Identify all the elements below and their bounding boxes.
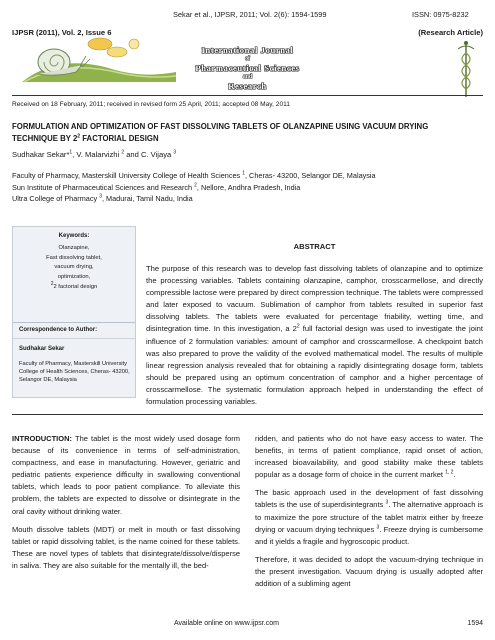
keyword-4: optimization, (57, 274, 91, 281)
journal-name-line-1: International Journal (201, 45, 294, 55)
keywords-box (12, 226, 136, 398)
author-1-affil: 1 (69, 149, 73, 156)
intro-paragraph-2: Mouth dissolve tablets (MDT) or melt in mouth or fast dissolving tablet or rapid dissolving tablet, is the name coined for these tablets. These are novel types of tablets that disintegrate/dissolve/disperse in saliva. They are also suitable for the mentally ill, the bed- (12, 524, 240, 570)
affiliation-1-text: Faculty of Pharmacy, Masterskill University College of Health Sciences (12, 171, 243, 180)
intro-paragraph-5: Therefore, it was decided to adopt the vacuum-drying technique in the present investigation. Vacuum drying is usually adopted after addition of a subliming agent (255, 554, 483, 589)
intro-heading: INTRODUCTION: (12, 434, 72, 443)
abstract-superscript: 2 (296, 323, 300, 330)
affiliation-1-place: , Cheras- 43200, Selangor DE, Malaysia (245, 171, 376, 180)
paper-title (12, 121, 484, 145)
article-type: (Research Article) (418, 28, 483, 37)
paragraph-4-end: . Freeze drying is cumbersome and it yields a fragile and hygroscopic product. (255, 524, 484, 546)
affiliation-2-place: , Nellore, Andhra Pradesh, India (196, 182, 301, 192)
journal-name-line-3: Pharmaceutical Sciences (195, 63, 300, 73)
header-divider (12, 95, 483, 96)
keyword-1: Olanzapine, (58, 245, 90, 251)
keyword-5-sup: 2 (50, 280, 54, 287)
abstract-divider (12, 414, 483, 415)
keyword-5-text: 2 factorial design (53, 283, 98, 290)
paragraph-4-cite-2: 3 (376, 524, 380, 531)
abstract-text-end: full factorial design was used to investigate the joint influence of 2 formulation variables: amount of camphor and crosscarmellose. A checkpoint batch was also prepared to prove the validity of the evolved mathematical model. The results of multiple linear regression analysis revealed that for obtaining a rapidly disintegrating dosage form, tablets should be prepared using an optimum concentration of camphor and a higher percentage of crosscarmellose. The systematic formulation approach helped in understanding the effect of formulation processing variables. (146, 324, 483, 407)
paragraph-3-text: ridden, and patients who do not have easy access to water. The benefits, in terms of patient compliance, rapid onset of action, increased bioavailability, and good stability make these tablets popular as a dosage form of choice in the current market (255, 434, 483, 480)
intro-paragraph-4 (255, 487, 483, 547)
intro-paragraph-3 (255, 433, 483, 481)
abstract-text (146, 263, 483, 408)
paragraph-3-cite: 1, 2 (445, 469, 454, 476)
intro-text: The tablet is the most widely used dosage form because of its convenience in terms of self-administration, compactness, and ease in manufacturing. However, geriatric and pediatric patients experience difficulty in swallowing conventional tablets, which leads to poor patient compliance. To alleviate this problem, the tablets are expected to dissolve or disintegrate in the oral cavity without drinking water. (12, 434, 240, 516)
author-3-affil: 3 (173, 149, 177, 156)
abstract-text-start: The purpose of this research was to develop fast dissolving tablets of olanzapine and to optimize the processing variables. Tablets containing olanzapine, camphor, crosscarmellose, and directly compressible lactose were prepared by direct compression technique. The tablets were compressed and later exposed to vacuum. Sublimation of camphor from tablets resulted in superior fast dissolving tablets. The tablets were evaluated for percentage friability, wetting time, and disintegration time. In this investigation, a 2 (146, 264, 483, 334)
corresponding-author: Sudhakar Sekar (19, 346, 65, 352)
body-right-column (255, 433, 483, 596)
corresponding-address: Faculty of Pharmacy, Masterskill University College of Health Sciences, Cheras- 43200, Selangor DE, Malaysia (19, 361, 130, 383)
affiliation-3-place: , Madurai, Tamil Nadu, India (101, 194, 193, 203)
issn: ISSN: 0975-8232 (412, 10, 469, 19)
journal-name (160, 46, 335, 91)
running-head: Sekar et al., IJPSR, 2011; Vol. 2(6): 1594-1599 (173, 10, 327, 19)
footer-availability: Available online on www.ijpsr.com (174, 620, 279, 627)
keyword-3: vacuum drying, (54, 264, 94, 271)
body-left-column (12, 433, 240, 578)
keyword-5 (13, 280, 135, 293)
title-superscript: 2 (77, 133, 81, 140)
paragraph-4-text: The basic approach used in the development of fast dissolving tablets is the use of superdisintegrants (255, 488, 483, 510)
journal-name-line-4: and (242, 74, 253, 80)
intro-paragraph-1 (12, 433, 240, 518)
abstract-heading: ABSTRACT (293, 242, 336, 251)
affiliation-3-text: Ultra College of Pharmacy (12, 194, 100, 203)
sidebar-divider (13, 322, 135, 323)
journal-name-line-5: Research (228, 81, 267, 91)
paragraph-3-end: . (453, 470, 456, 480)
affiliation-2 (12, 182, 484, 194)
affiliation-2-text: Sun Institute of Pharmaceutical Sciences and Research (12, 182, 195, 192)
journal-name-line-2: of (245, 56, 250, 62)
author-1: Sudhakar Sekar* (12, 150, 70, 159)
affiliation-1-sup: 1 (242, 170, 245, 177)
affiliation-3-sup: 3 (99, 193, 102, 200)
keyword-2: Fast dissolving tablet, (46, 254, 102, 261)
snail-logo-icon (20, 32, 178, 84)
keywords-title: Keywords: (58, 233, 90, 239)
caduceus-icon (455, 39, 477, 99)
author-list (12, 150, 176, 159)
title-line-2-end: FACTORIAL DESIGN (80, 134, 159, 143)
title-line-1: FORMULATION AND OPTIMIZATION OF FAST DISSOLVING TABLETS OF OLANZAPINE USING VACUUM DRYING (12, 122, 429, 131)
received-dates: Received on 18 February, 2011; received in revised form 25 April, 2011; accepted 08 May, 2011 (12, 101, 290, 108)
journal-info: IJPSR (2011), Vol. 2, Issue 6 (12, 28, 112, 37)
page-number: 1594 (467, 620, 483, 627)
author-2-affil: 2 (121, 149, 125, 156)
affiliation-3 (12, 193, 484, 205)
author-2: , V. Malarvizhi (72, 150, 122, 159)
affiliation-2-sup: 2 (194, 182, 197, 189)
author-3: and C. Vijaya (124, 150, 174, 159)
paragraph-4-cite-1: 3 (385, 499, 389, 506)
correspondence-divider (13, 338, 135, 339)
correspondence-title: Correspondence to Author: (19, 327, 98, 333)
paragraph-4-mid: . The alternative approach is to maximize the pore structure of the tablet matrix either by freeze drying or vacuum drying techniques (255, 500, 483, 534)
keyword-list (13, 244, 135, 293)
affiliation-1 (12, 170, 484, 182)
affiliations (12, 170, 484, 205)
title-line-2-start: TECHNIQUE BY 2 (12, 134, 78, 143)
